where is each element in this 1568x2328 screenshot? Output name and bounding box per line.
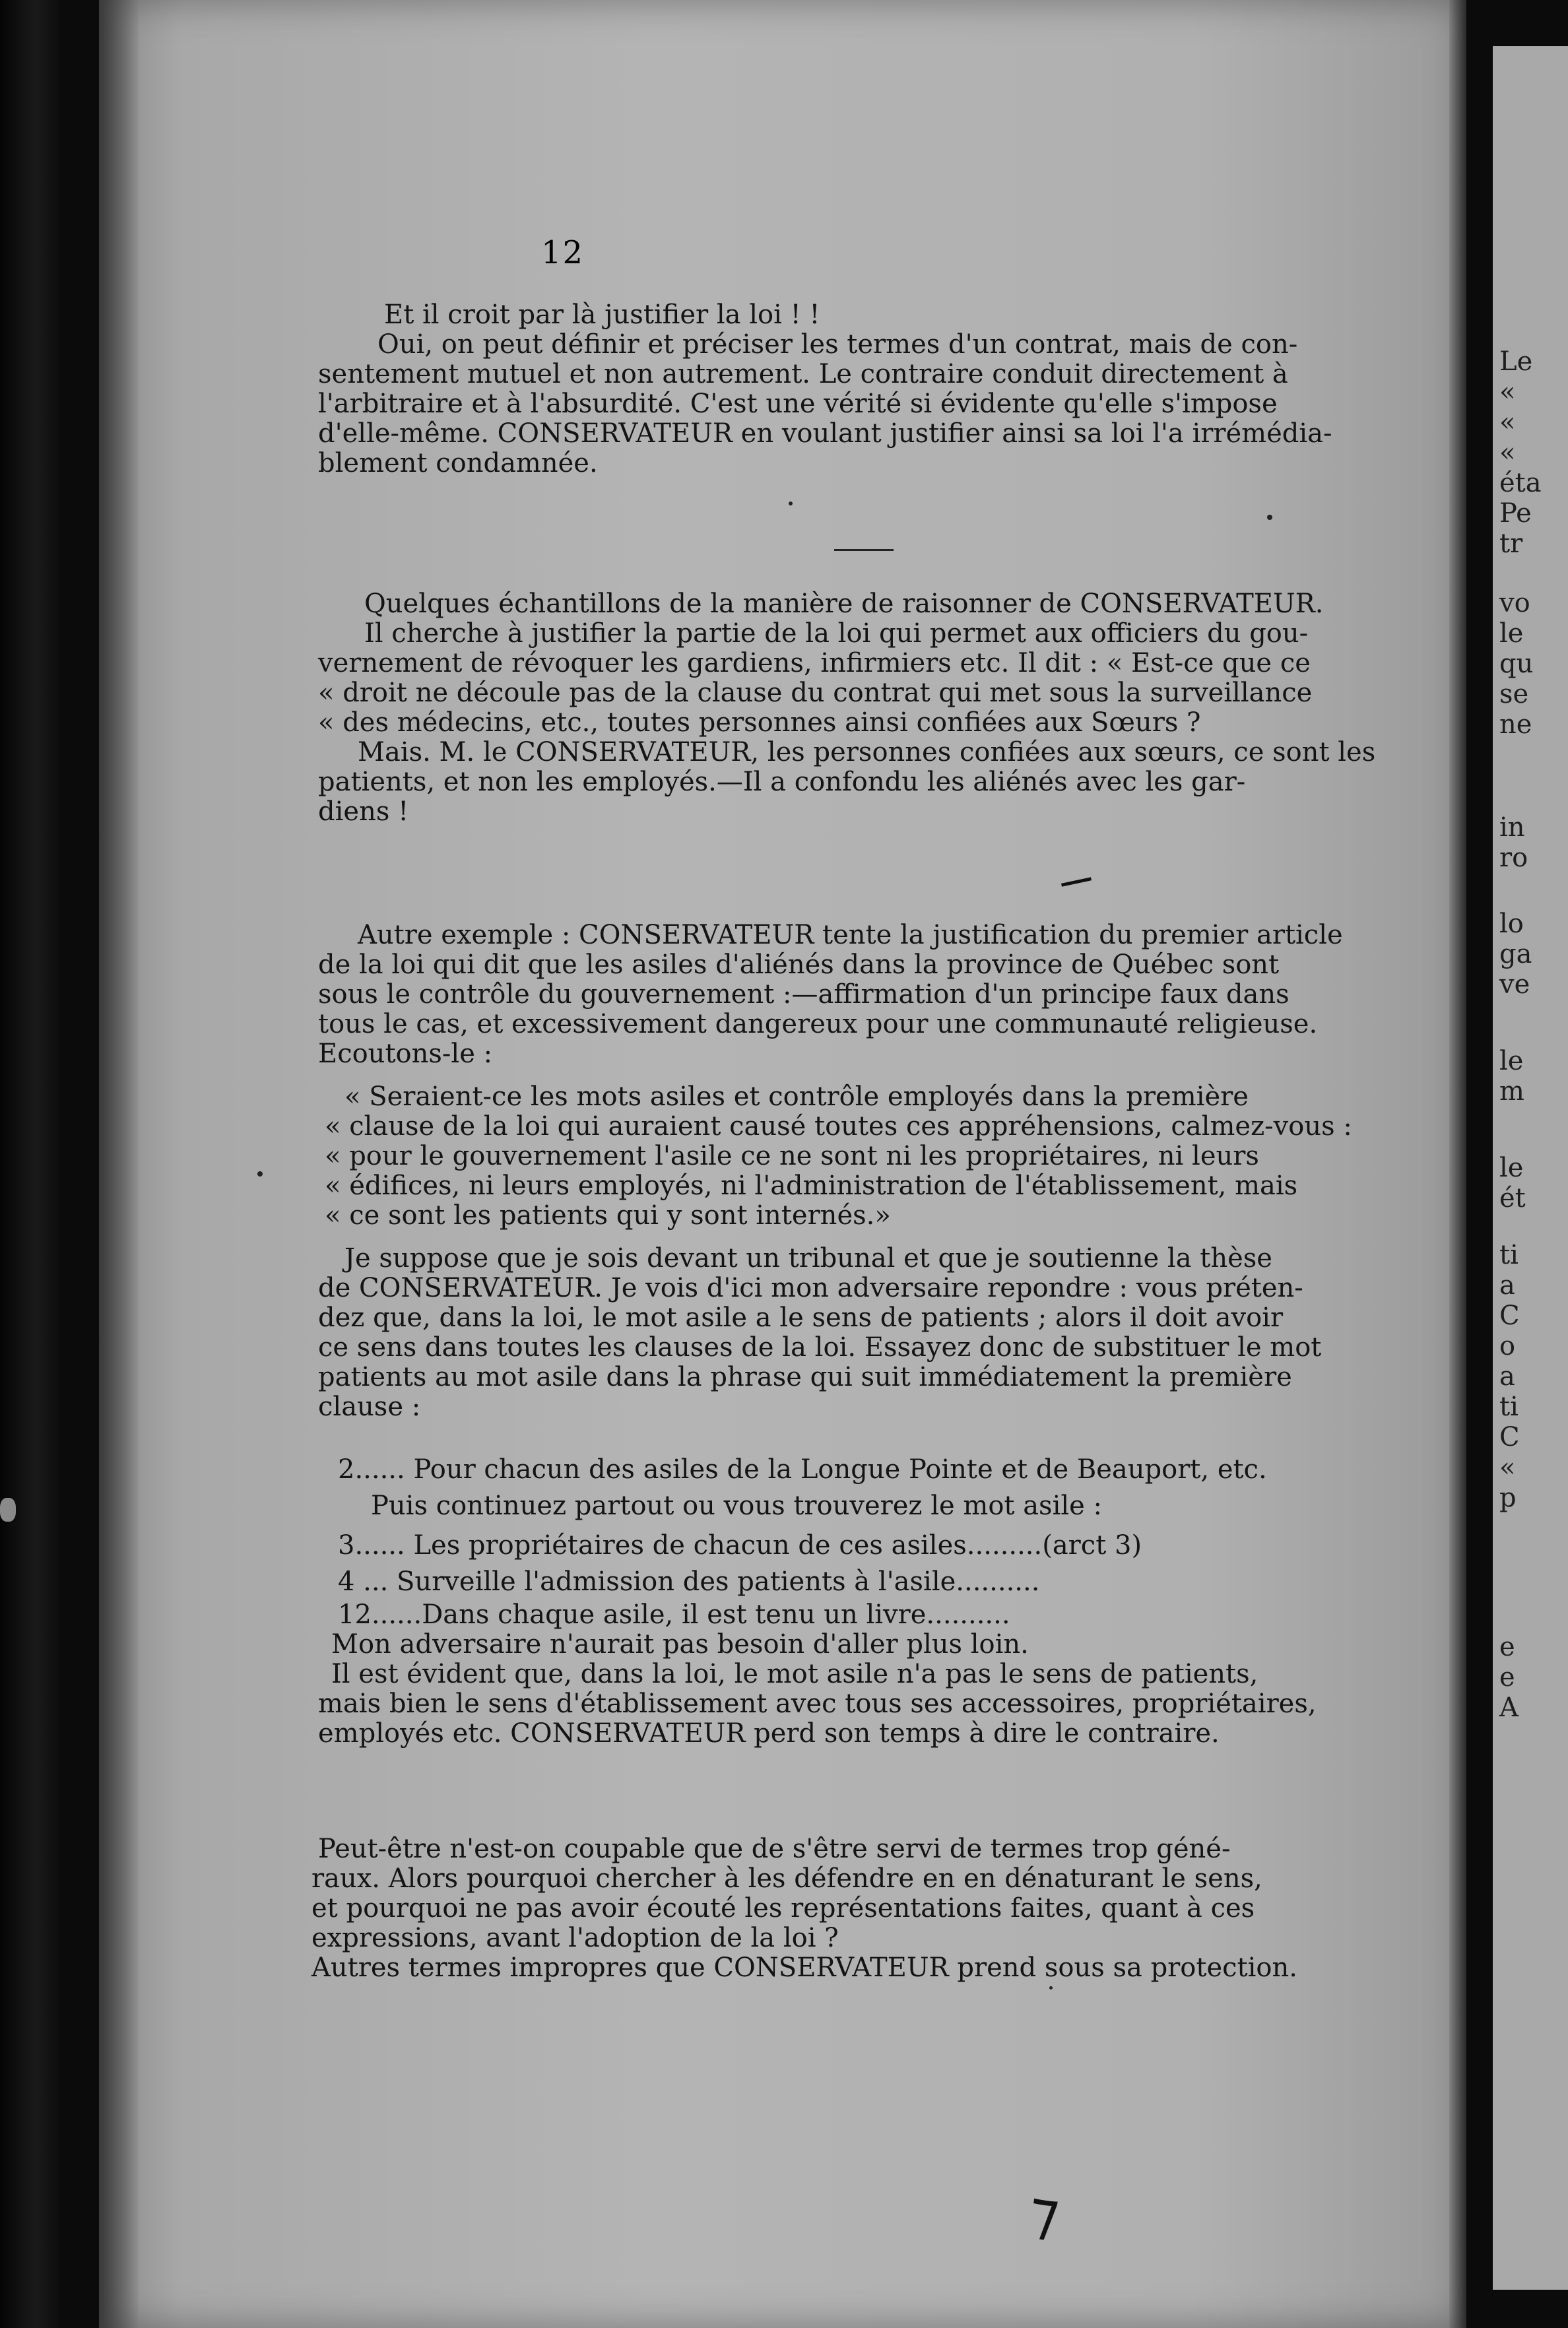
list-line: 3...... Les propriétaires de chacun de ces asiles.........(arct 3) — [338, 1530, 1142, 1561]
fragment: éta — [1499, 468, 1542, 498]
speck — [257, 1171, 263, 1177]
text-line: de la loi qui dit que les asiles d'aliénés dans la province de Québec sont — [318, 950, 1280, 980]
quote-line: « clause de la loi qui auraient causé toutes ces appréhensions, calmez-vous : — [325, 1111, 1352, 1142]
fragment: le — [1499, 1153, 1524, 1183]
quote-line: « Seraient-ce les mots asiles et contrôle employés dans la première — [344, 1082, 1249, 1112]
list-line: 2...... Pour chacun des asiles de la Longue Pointe et de Beauport, etc. — [338, 1454, 1267, 1485]
text-line: blement condamnée. — [318, 448, 598, 478]
text-line: sous le contrôle du gouvernement :—affirmation d'un principe faux dans — [318, 979, 1290, 1010]
fragment: e — [1499, 1662, 1515, 1693]
fragment: a — [1499, 1270, 1515, 1301]
text-line: Mon adversaire n'aurait pas besoin d'aller plus loin. — [331, 1629, 1029, 1660]
list-line: 4 ... Surveille l'admission des patients à l'asile.......... — [338, 1567, 1040, 1597]
text-line: patients, et non les employés.—Il a confondu les aliénés avec les gar- — [318, 767, 1246, 797]
quote-line: « ce sont les patients qui y sont internés.» — [325, 1200, 891, 1231]
quote-line: « édifices, ni leurs employés, ni l'administration de l'établissement, mais — [325, 1171, 1298, 1201]
speck — [1049, 1986, 1053, 1989]
text-line: mais bien le sens d'établissement avec tous ses accessoires, propriétaires, — [318, 1689, 1317, 1719]
fragment: ti — [1499, 1240, 1519, 1270]
text-line: patients au mot asile dans la phrase qui suit immédiatement la première — [318, 1362, 1292, 1392]
fragment: tr — [1499, 529, 1523, 559]
fragment: in — [1499, 812, 1525, 843]
fragment: « — [1499, 407, 1516, 437]
text-line: Je suppose que je sois devant un tribunal et que je soutienne la thèse — [344, 1243, 1272, 1274]
fragment: ne — [1499, 709, 1532, 740]
page-number: 12 — [541, 234, 585, 271]
text-line: Il est évident que, dans la loi, le mot asile n'a pas le sens de patients, — [331, 1659, 1258, 1689]
fragment: C — [1499, 1301, 1520, 1331]
text-line: clause : — [318, 1392, 421, 1422]
page-right-edge — [1449, 0, 1466, 2328]
fragment: le — [1499, 618, 1524, 649]
text-line: expressions, avant l'adoption de la loi ? — [311, 1923, 839, 1953]
fragment: ro — [1499, 843, 1528, 873]
fragment: ét — [1499, 1183, 1526, 1213]
fragment: ga — [1499, 939, 1532, 969]
text-line: Autres termes impropres que CONSERVATEUR prend sous sa protection. — [311, 1953, 1297, 1983]
text-line: Autre exemple : CONSERVATEUR tente la justification du premier article — [358, 920, 1343, 950]
text-line: de CONSERVATEUR. Je vois d'ici mon adversaire repondre : vous préten- — [318, 1273, 1303, 1303]
adjacent-page-fragment — [1493, 46, 1568, 2290]
text-line: Peut-être n'est-on coupable que de s'être servi de termes trop géné- — [318, 1834, 1231, 1864]
fragment: le — [1499, 1046, 1524, 1076]
text-line: Il cherche à justifier la partie de la loi qui permet aux officiers du gou- — [364, 618, 1309, 649]
text-line: et pourquoi ne pas avoir écouté les représentations faites, quant à ces — [311, 1893, 1255, 1924]
speck — [1267, 515, 1272, 520]
text-line: Ecoutons-le : — [318, 1039, 493, 1069]
text-line: « droit ne découle pas de la clause du contrat qui met sous la surveillance — [318, 678, 1313, 708]
text-line: employés etc. CONSERVATEUR perd son temps à dire le contraire. — [318, 1718, 1220, 1749]
fragment: « — [1499, 377, 1516, 407]
list-line: 12......Dans chaque asile, il est tenu un livre.......... — [338, 1600, 1010, 1630]
text-line: ce sens dans toutes les clauses de la loi. Essayez donc de substituer le mot — [318, 1332, 1322, 1363]
text-line: Mais. M. le CONSERVATEUR, les personnes confiées aux sœurs, ce sont les — [358, 737, 1376, 767]
fragment: lo — [1499, 909, 1524, 939]
quote-line: « pour le gouvernement l'asile ce ne sont ni les propriétaires, ni leurs — [325, 1141, 1259, 1171]
fragment: ti — [1499, 1392, 1519, 1422]
fragment: Le — [1499, 346, 1533, 377]
fragment: A — [1499, 1693, 1519, 1723]
text-line: l'arbitraire et à l'absurdité. C'est une vérité si évidente qu'elle s'impose — [318, 389, 1278, 419]
fragment: e — [1499, 1632, 1515, 1662]
fragment: C — [1499, 1422, 1520, 1452]
text-line: Quelques échantillons de la manière de raisonner de CONSERVATEUR. — [364, 589, 1324, 619]
fragment: ve — [1499, 969, 1530, 1000]
text-line: diens ! — [318, 796, 409, 827]
page-left-edge — [99, 0, 139, 2328]
fragment: m — [1499, 1076, 1524, 1107]
text-line: Puis continuez partout ou vous trouverez le mot asile : — [371, 1491, 1103, 1521]
fragment: o — [1499, 1331, 1516, 1361]
text-line: « des médecins, etc., toutes personnes ainsi confiées aux Sœurs ? — [318, 707, 1201, 738]
handwritten-mark: ⁊ — [1024, 2176, 1064, 2249]
fragment: p — [1499, 1483, 1517, 1513]
text-line: vernement de révoquer les gardiens, infirmiers etc. Il dit : « Est-ce que ce — [318, 648, 1311, 678]
fragment: qu — [1499, 649, 1534, 679]
text-line: raux. Alors pourquoi chercher à les défendre en en dénaturant le sens, — [311, 1863, 1262, 1894]
fragment: « — [1499, 437, 1516, 468]
text-line: Et il croit par là justifier la loi ! ! — [384, 300, 820, 330]
fragment: se — [1499, 679, 1529, 709]
text-line: sentement mutuel et non autrement. Le contraire conduit directement à — [318, 359, 1288, 389]
fragment: Pe — [1499, 498, 1532, 529]
margin-smudge — [0, 1498, 16, 1522]
text-line: tous le cas, et excessivement dangereux pour une communauté religieuse. — [318, 1009, 1318, 1039]
text-line: dez que, dans la loi, le mot asile a le sens de patients ; alors il doit avoir — [318, 1303, 1284, 1333]
fragment: « — [1499, 1452, 1516, 1483]
speck — [789, 501, 793, 505]
fragment: a — [1499, 1361, 1515, 1392]
fragment: vo — [1499, 588, 1530, 618]
binding-shadow — [0, 0, 59, 2328]
section-divider — [834, 549, 894, 551]
text-line: d'elle-même. CONSERVATEUR en voulant justifier ainsi sa loi l'a irrémédia- — [318, 418, 1332, 449]
text-line: Oui, on peut définir et préciser les termes d'un contrat, mais de con- — [377, 329, 1298, 360]
